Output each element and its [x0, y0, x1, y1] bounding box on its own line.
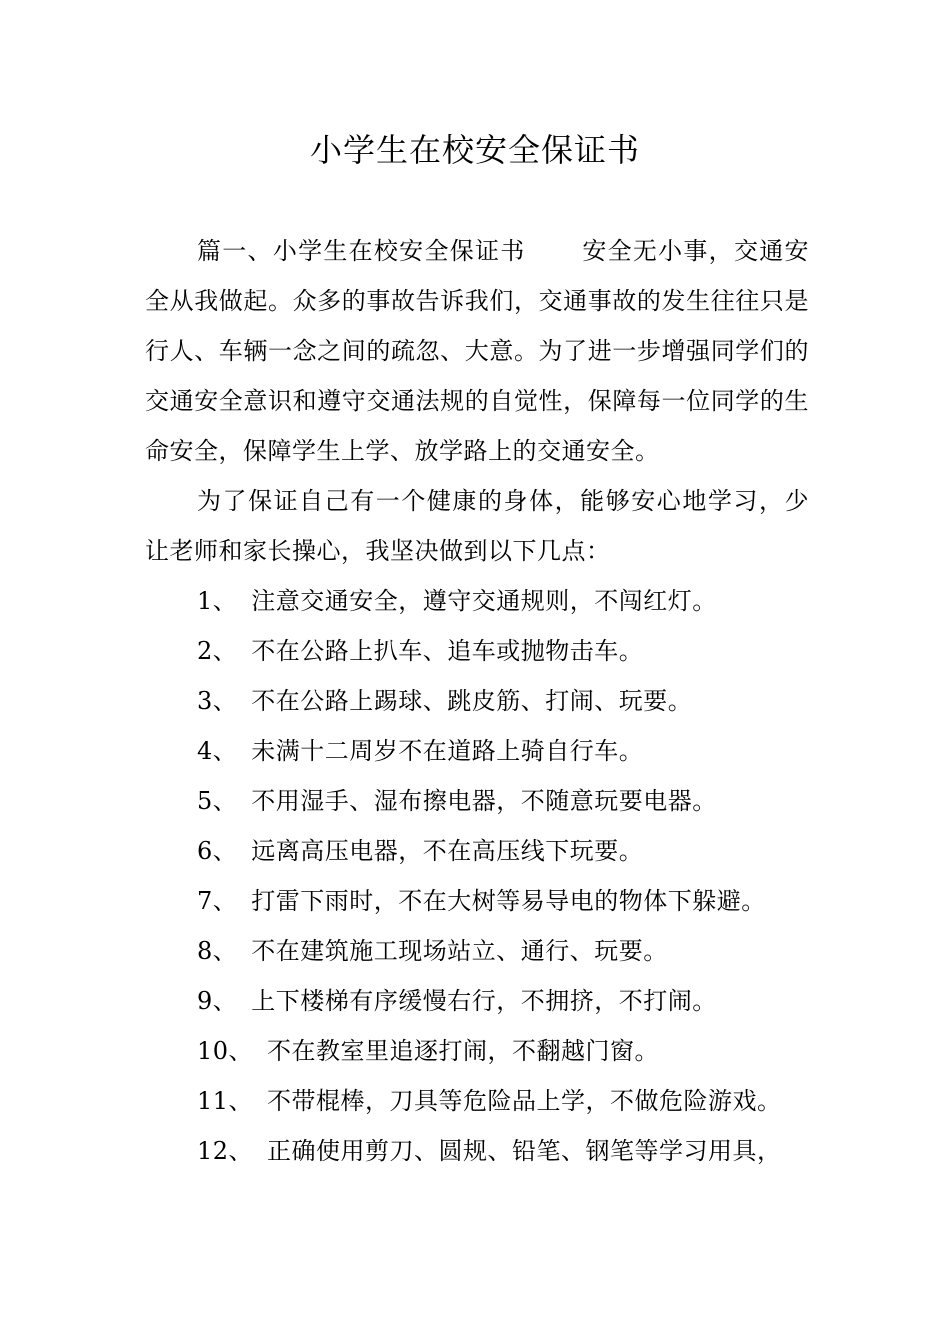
intro-text: 安全无小事，交通安全从我做起。众多的事故告诉我们，交通事故的发生往往只是行人、车辆一念之间的疏忽、大意。为了进一步增强同学们的交通安全意识和遵守交通法规的自觉性，保障每一位同学的生命安全，保障学生上学、放学路上的交通安全。 — [145, 237, 810, 465]
item-text: 不在建筑施工现场站立、通行、玩要。 — [251, 937, 668, 965]
list-item — [145, 726, 809, 776]
list-item — [145, 776, 809, 826]
item-number: 12、 — [197, 1137, 254, 1165]
item-text: 注意交通安全，遵守交通规则，不闯红灯。 — [251, 587, 717, 615]
document-title: 小学生在校安全保证书 — [309, 131, 640, 169]
list-item — [145, 926, 809, 976]
item-text: 正确使用剪刀、圆规、铅笔、钢笔等学习用具， — [267, 1137, 782, 1165]
item-number: 2、 — [197, 637, 238, 665]
item-number: 4、 — [197, 737, 238, 765]
list-item — [145, 626, 809, 676]
item-text: 不用湿手、湿布擦电器，不随意玩要电器。 — [251, 787, 717, 815]
list-item — [145, 1126, 809, 1176]
list-item — [145, 676, 809, 726]
item-text: 远离高压电器，不在高压线下玩要。 — [251, 837, 644, 865]
item-number: 11、 — [197, 1087, 254, 1115]
pledge-intro-paragraph: 为了保证自己有一个健康的身体，能够安心地学习，少让老师和家长操心，我坚决做到以下几点： — [145, 487, 809, 565]
item-number: 8、 — [197, 937, 238, 965]
item-text: 不在公路上踢球、跳皮筋、打闹、玩要。 — [251, 687, 693, 715]
intro-paragraph — [145, 226, 809, 476]
list-item — [145, 976, 809, 1026]
item-text: 上下楼梯有序缓慢右行，不拥挤，不打闹。 — [251, 987, 717, 1015]
list-item — [145, 1026, 809, 1076]
pledge-list — [145, 576, 809, 1176]
item-text: 不在教室里追逐打闹，不翻越门窗。 — [267, 1037, 660, 1065]
item-number: 1、 — [197, 587, 238, 615]
item-number: 9、 — [197, 987, 238, 1015]
item-text: 不带棍棒，刀具等危险品上学，不做危险游戏。 — [267, 1087, 782, 1115]
item-text: 不在公路上扒车、追车或抛物击车。 — [251, 637, 644, 665]
item-text: 未满十二周岁不在道路上骑自行车。 — [251, 737, 644, 765]
list-item — [145, 576, 809, 626]
item-number: 7、 — [197, 887, 238, 915]
list-item — [145, 1076, 809, 1126]
item-number: 5、 — [197, 787, 238, 815]
intro-heading: 篇一、小学生在校安全保证书 — [197, 237, 526, 265]
item-number: 6、 — [197, 837, 238, 865]
item-number: 3、 — [197, 687, 238, 715]
item-number: 10、 — [197, 1037, 254, 1065]
list-item — [145, 826, 809, 876]
list-item — [145, 876, 809, 926]
document-body — [145, 226, 809, 1176]
item-text: 打雷下雨时，不在大树等易导电的物体下躲避。 — [251, 887, 766, 915]
